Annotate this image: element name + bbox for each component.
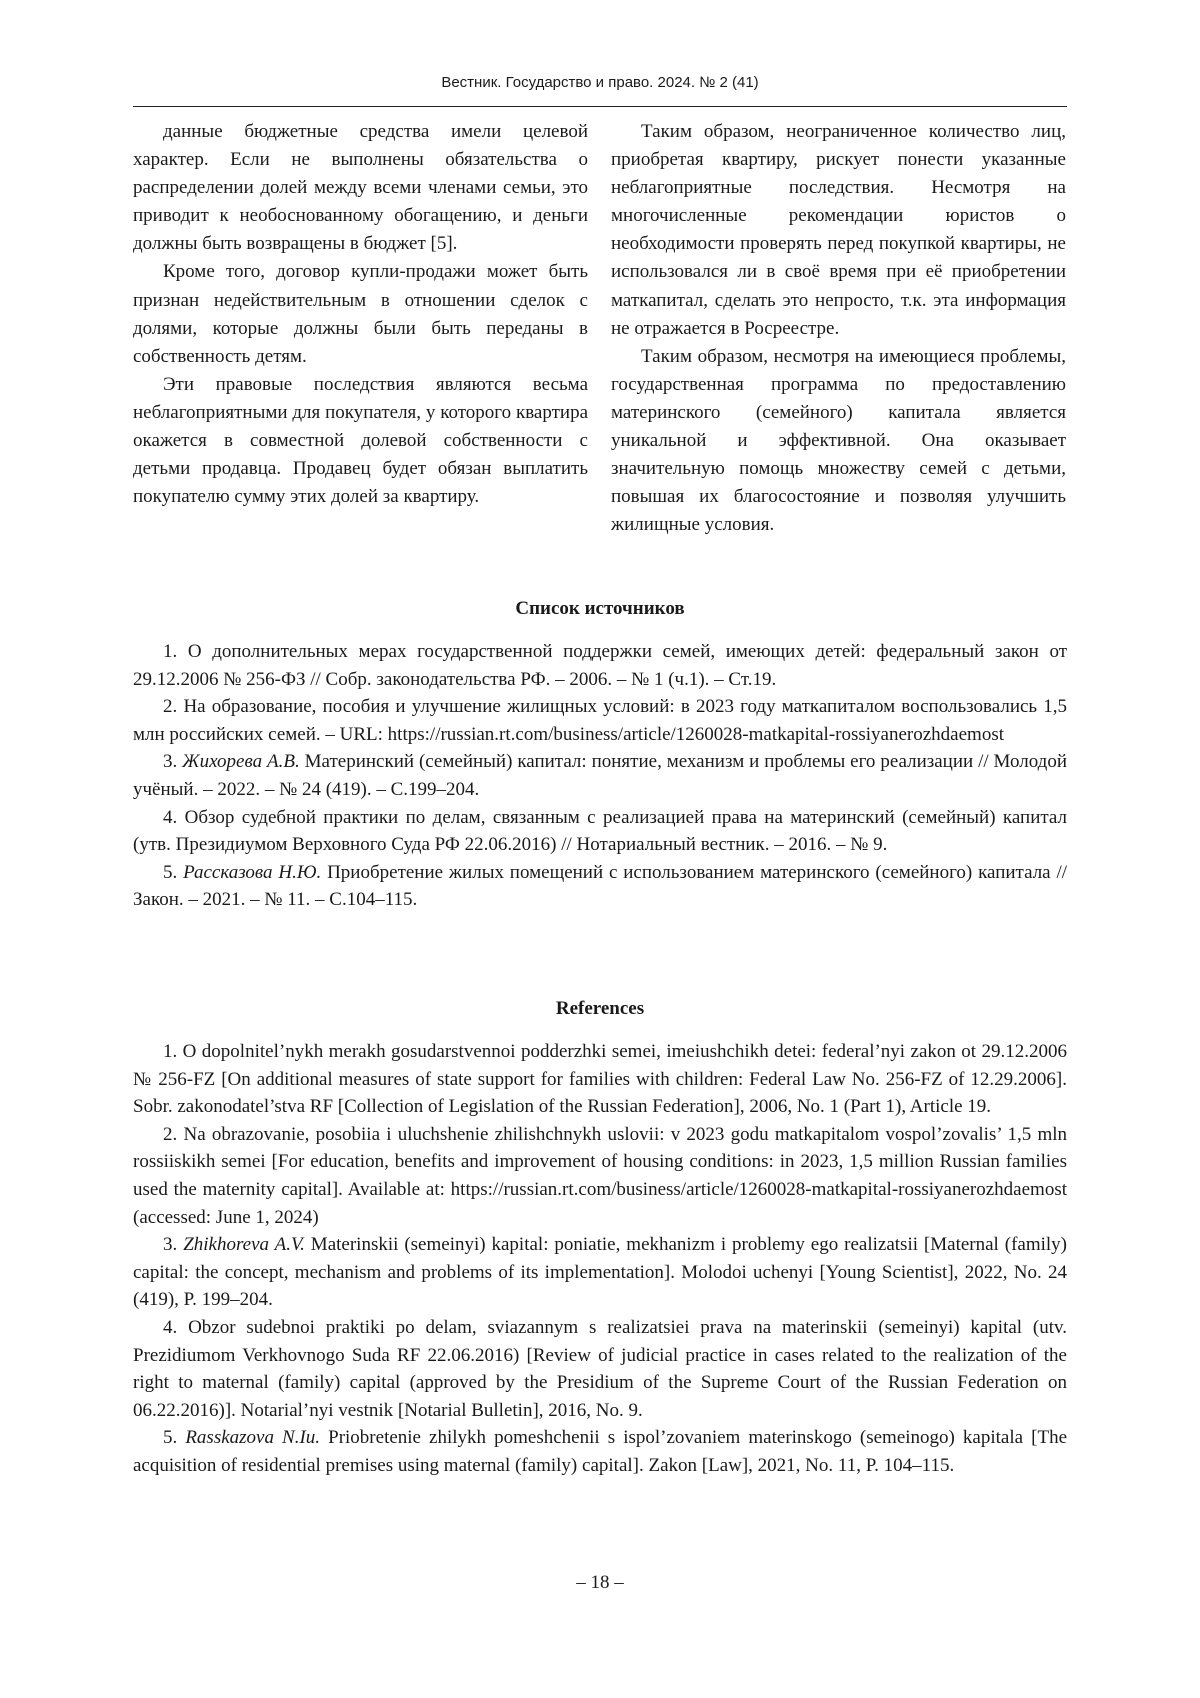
reference-item — [133, 1424, 1067, 1479]
reference-item — [133, 1038, 1067, 1121]
reference-author: Zhikhoreva A.V. — [183, 1234, 305, 1256]
reference-number: 1. — [163, 1041, 183, 1062]
source-item — [133, 804, 1067, 859]
source-text: Приобретение жилых помещений с использованием материнского (семейного) капитала // Закон. – 2021. – № 11. – С.104–115. — [133, 861, 1068, 911]
source-author: Жихорева А.В. — [182, 751, 300, 773]
reference-text: Priobretenie zhilykh pomeshchenii s ispol’zovaniem materinskogo (semeinogo) kapitala [The acquisition of residential premises using maternal (family) capital]. Zakon [Law], 2021, No. 11, P. 104–115. — [133, 1427, 1068, 1476]
page-number: – 18 – — [576, 1572, 624, 1593]
references-list — [133, 1038, 1067, 1480]
right-column — [611, 118, 1066, 539]
source-item — [133, 638, 1067, 693]
running-header: Вестник. Государство и право. 2024. № 2 (41) — [441, 74, 759, 91]
reference-number: 5. — [163, 1427, 186, 1449]
reference-number: 4. — [163, 1316, 189, 1338]
source-text: На образование, пособия и улучшение жилищных условий: в 2023 году маткапиталом воспользовались 1,5 млн российских семей. – URL: https://russian.rt.com/business/article/1260028-matkapital-rossiyanerozhdaemost — [133, 696, 1068, 745]
source-item — [133, 859, 1067, 914]
reference-text: Na obrazovanie, posobiia i uluchshenie zhilishchnykh uslovii: v 2023 godu matkapitalom vospol’zovalis’ 1,5 mln rossiiskikh semei [For education, benefits and improvement of housing conditions: in 2023, 1,5 million Russian families used the maternity capital]. Available at: https://russian.rt.com/business/article/1260028-matkapital-rossiyanerozhdaemost (accessed: June 1, 2024) — [133, 1123, 1068, 1228]
references-title: References — [555, 998, 645, 1019]
source-number: 1. — [163, 641, 188, 662]
source-item — [133, 693, 1067, 748]
source-text: Обзор судебной практики по делам, связанным с реализацией права на материнский (семейный) капитал (утв. Президиумом Верховного Суда РФ 22.06.2016) // Нотариальный вестник. – 2016. – № 9. — [133, 806, 1068, 856]
reference-item — [133, 1121, 1067, 1231]
header-rule — [133, 106, 1067, 107]
left-column — [133, 118, 588, 511]
reference-number: 2. — [163, 1123, 184, 1145]
paragraph: Кроме того, договор купли-продажи может быть признан недействительным в отношении сделок с долями, которые должны были быть переданы в собственность детям. — [133, 261, 588, 367]
sources-list — [133, 638, 1067, 914]
paragraph: Таким образом, несмотря на имеющиеся проблемы, государственная программа по предоставлению материнского (семейного) капитала является уникальной и эффективной. Она оказывает значительную помощь множеству семей с детьми, повышая их благосостояние и позволяя улучшить жилищные условия. — [611, 345, 1066, 536]
source-number: 3. — [163, 751, 183, 773]
source-number: 2. — [163, 696, 184, 718]
source-number: 5. — [163, 861, 184, 883]
reference-text: O dopolnitel’nykh merakh gosudarstvennoi podderzhki semei, imeiushchikh detei: federal’nyi zakon ot 29.12.2006 № 256-FZ [On additional measures of state support for families with children: Federal Law No. 256-FZ of 12.29.2006]. Sobr. zakonodatel’stva RF [Collection of Legislation of the Russian Federation], 2006, No. 1 (Part 1), Article 19. — [133, 1041, 1067, 1118]
source-text: Материнский (семейный) капитал: понятие, механизм и проблемы его реализации // Молодой учёный. – 2022. – № 24 (419). – С.199–204. — [133, 751, 1067, 800]
paragraph: Таким образом, неограниченное количество лиц, приобретая квартиру, рискует понести указанные неблагоприятные последствия. Несмотря на многочисленные рекомендации юристов о необходимости проверять перед покупкой квартиры, не использовался ли в своё время при её приобретении маткапитал, сделать это непросто, т.к. эта информация не отражается в Росреестре. — [611, 121, 1066, 339]
source-number: 4. — [163, 806, 185, 828]
source-text: О дополнительных мерах государственной поддержки семей, имеющих детей: федеральный закон от 29.12.2006 № 256-ФЗ // Собр. законодательства РФ. – 2006. – № 1 (ч.1). – Ст.19. — [133, 641, 1067, 690]
paragraph: Эти правовые последствия являются весьма неблагоприятными для покупателя, у которого квартира окажется в совместной долевой собственности с детьми продавца. Продавец будет обязан выплатить покупателю сумму этих долей за квартиру. — [133, 373, 588, 508]
source-item — [133, 748, 1067, 803]
reference-text: Materinskii (semeinyi) kapital: poniatie, mekhanizm i problemy ego realizatsii [Maternal (family) capital: the concept, mechanism and problems of its implementation]. Molodoi uchenyi [Young Scientist], 2022, No. 24 (419), P. 199–204. — [133, 1234, 1068, 1311]
paragraph: данные бюджетные средства имели целевой характер. Если не выполнены обязательства о распределении долей между всеми членами семьи, это приводит к необоснованному обогащению, и деньги должны быть возвращены в бюджет [5]. — [133, 121, 588, 255]
source-author: Рассказова Н.Ю. — [183, 861, 322, 883]
reference-item — [133, 1231, 1067, 1314]
reference-number: 3. — [163, 1234, 184, 1256]
sources-title: Список источников — [515, 598, 685, 619]
reference-text: Obzor sudebnoi praktiki po delam, sviazannym s realizatsiei prava na materinskii (semeinyi) kapital (utv. Prezidiumom Verkhovnogo Suda RF 22.06.2016) [Review of judicial practice in cases related to the realization of the right to maternal (family) capital (approved by the Presidium of the Supreme Court of the Russian Federation on 06.22.2016)]. Notarial’nyi vestnik [Notarial Bulletin], 2016, No. 9. — [133, 1316, 1068, 1421]
reference-item — [133, 1314, 1067, 1424]
reference-author: Rasskazova N.Iu. — [185, 1427, 321, 1449]
